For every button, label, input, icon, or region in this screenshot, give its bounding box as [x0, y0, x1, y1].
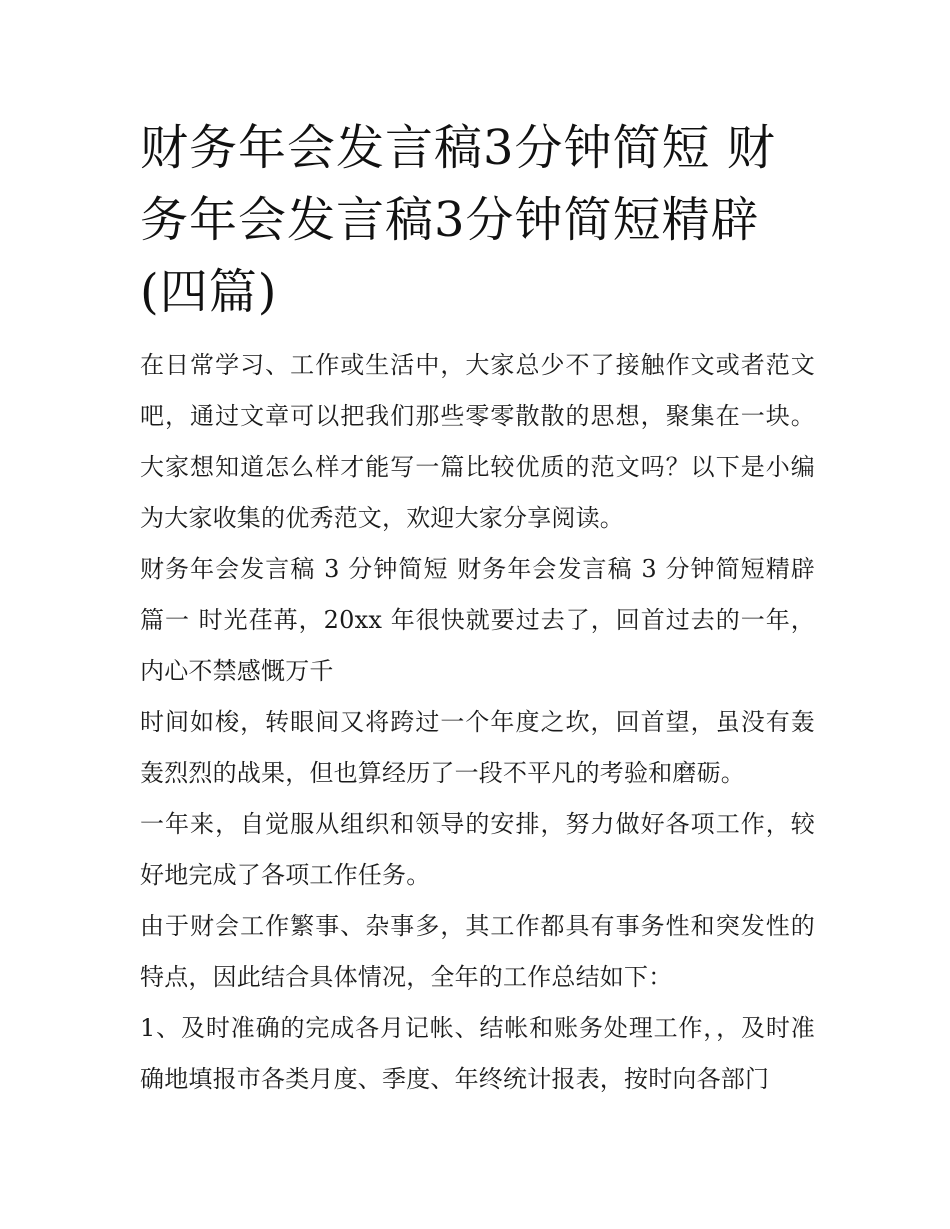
paragraph-time: 时间如梭，转眼间又将跨过一个年度之坎，回首望，虽没有轰轰烈烈的战果，但也算经历了一段不平凡的考验和磨砺。 — [140, 708, 815, 787]
paragraph-item-one: 1、及时准确的完成各月记帐、结帐和账务处理工作，，及时准确地填报市各类月度、季度、年终统计报表，按时向各部门 — [140, 1014, 815, 1093]
paragraph-intro: 在日常学习、工作或生活中，大家总少不了接触作文或者范文吧，通过文章可以把我们那些零零散散的思想，聚集在一块。大家想知道怎么样才能写一篇比较优质的范文吗？以下是小编为大家收集的优秀范文，欢迎大家分享阅读。 — [140, 351, 815, 532]
document-title: 财务年会发言稿3分钟简短 财务年会发言稿3分钟简短精辟(四篇) — [140, 120, 776, 320]
document-body — [140, 112, 815, 1105]
title-block — [140, 112, 815, 328]
paragraph-section-one: 财务年会发言稿 3 分钟简短 财务年会发言稿 3 分钟简短精辟篇一 时光荏苒，20xx 年很快就要过去了，回首过去的一年，内心不禁感慨万千 — [140, 555, 815, 685]
paragraph-year: 一年来，自觉服从组织和领导的安排，努力做好各项工作，较好地完成了各项工作任务。 — [140, 810, 815, 889]
paragraph-work-nature: 由于财会工作繁事、杂事多，其工作都具有事务性和突发性的特点，因此结合具体情况，全年的工作总结如下： — [140, 912, 815, 991]
